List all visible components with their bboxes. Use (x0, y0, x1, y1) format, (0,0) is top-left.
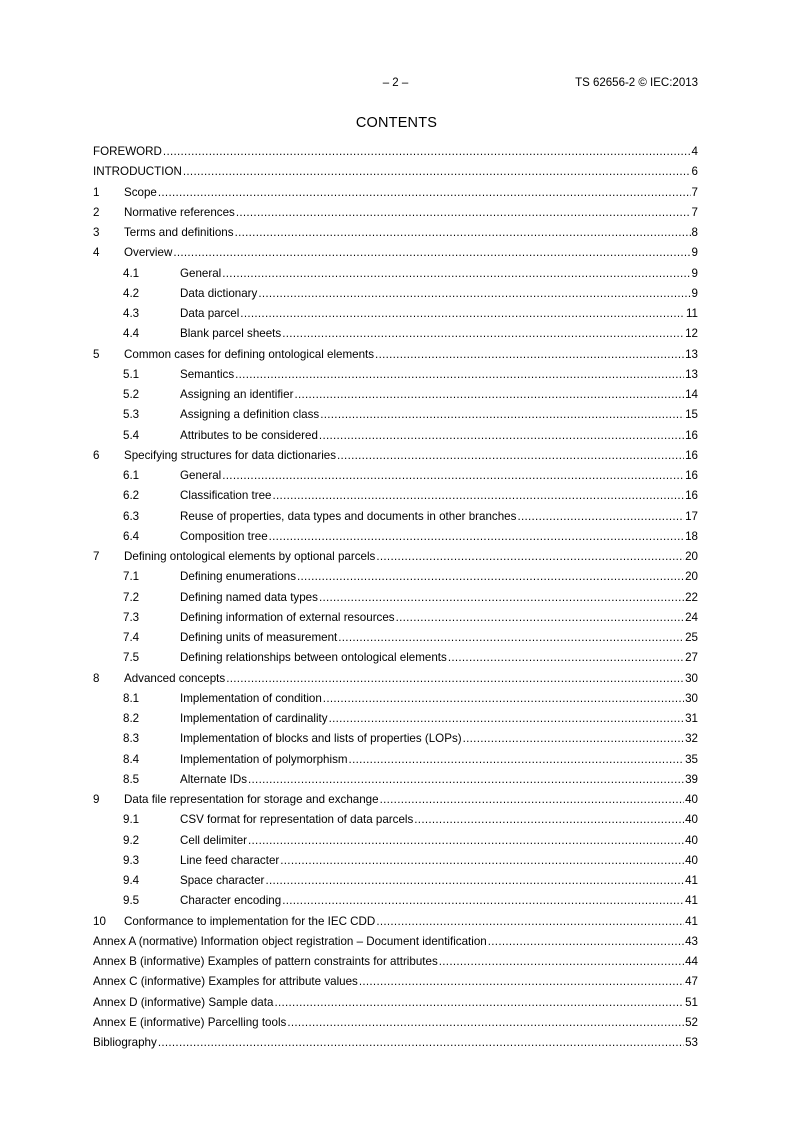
toc-section-number: 8.1 (123, 691, 140, 705)
toc-section-number: 6.2 (123, 489, 140, 503)
toc-section-title: Annex D (informative) Sample data (93, 995, 274, 1009)
toc-entry[interactable] (93, 287, 698, 307)
toc-section-title: Semantics (180, 367, 235, 381)
toc-entry[interactable] (93, 753, 698, 773)
toc-entry[interactable] (93, 1016, 698, 1036)
toc-page-number: 32 (685, 732, 698, 746)
toc-entry[interactable] (93, 449, 698, 469)
toc-page-number: 20 (685, 550, 698, 563)
toc-entry[interactable] (93, 651, 698, 671)
toc-entry[interactable] (93, 186, 698, 206)
toc-dot-leader (235, 368, 684, 381)
toc-entry[interactable] (93, 246, 698, 266)
toc-section-title: Scope (124, 185, 157, 199)
toc-section-number: 8.4 (123, 752, 140, 766)
toc-section-title: Terms and definitions (124, 226, 234, 239)
toc-section-title: Implementation of cardinality (180, 712, 328, 725)
toc-entry[interactable] (93, 530, 698, 550)
toc-dot-leader (349, 753, 685, 766)
toc-dot-leader (338, 631, 684, 644)
toc-dot-leader (173, 246, 690, 259)
toc-page-number: 16 (685, 489, 698, 503)
toc-dot-leader (320, 408, 684, 421)
toc-section-title: FOREWORD (93, 145, 162, 158)
toc-section-number: 2 (93, 205, 100, 219)
toc-section-title: Implementation of blocks and lists of properties (LOPs) (180, 732, 462, 746)
toc-section-number: 5.4 (123, 428, 140, 442)
toc-section-number: 7.3 (123, 610, 140, 624)
standard-reference: TS 62656-2 © IEC:2013 (575, 77, 698, 89)
toc-entry[interactable] (93, 874, 698, 894)
toc-section-title: Specifying structures for data dictionaries (124, 448, 337, 462)
toc-entry[interactable] (93, 793, 698, 813)
toc-entry[interactable] (93, 510, 698, 530)
toc-entry[interactable] (93, 591, 698, 611)
toc-entry[interactable] (93, 854, 698, 874)
toc-section-title: Alternate IDs (180, 772, 248, 786)
toc-section-number: 7.5 (123, 651, 140, 665)
toc-section-title: Assigning an identifier (180, 388, 294, 401)
toc-page-number: 9 (691, 266, 698, 280)
toc-dot-leader (158, 186, 691, 199)
toc-entry[interactable] (93, 550, 698, 570)
toc-entry[interactable] (93, 348, 698, 368)
toc-section-title: Cell delimiter (180, 833, 248, 847)
toc-dot-leader (287, 1016, 684, 1029)
toc-page-number: 40 (685, 793, 698, 806)
toc-page-number: 31 (685, 712, 698, 725)
toc-dot-leader (463, 732, 684, 745)
page-number: – 2 – (382, 77, 409, 89)
toc-section-number: 9.3 (123, 853, 140, 867)
toc-section-number: 6.3 (123, 509, 140, 523)
toc-dot-leader (248, 834, 684, 847)
toc-section-title: Defining information of external resources (180, 610, 395, 624)
toc-section-number: 5 (93, 347, 100, 361)
toc-entry[interactable] (93, 712, 698, 732)
toc-entry[interactable] (93, 773, 698, 793)
toc-entry[interactable] (93, 489, 698, 509)
toc-page-number: 40 (685, 853, 698, 867)
toc-entry[interactable] (93, 570, 698, 590)
toc-page-number: 17 (685, 509, 698, 523)
toc-section-title: Composition tree (180, 529, 268, 543)
toc-section-number: 4 (93, 246, 100, 260)
toc-entry[interactable] (93, 672, 698, 692)
toc-section-number: 9.4 (123, 874, 140, 887)
toc-section-title: General (180, 266, 222, 280)
toc-section-number: 1 (93, 185, 100, 199)
page-header (93, 77, 698, 93)
toc-dot-leader (375, 348, 684, 361)
toc-section-title: Defining relationships between ontological elements (180, 651, 447, 665)
toc-section-number: 7.1 (123, 570, 140, 584)
toc-dot-leader (273, 489, 685, 502)
toc-section-title: Common cases for defining ontological elements (124, 347, 375, 361)
toc-dot-leader (183, 165, 691, 178)
toc-dot-leader (337, 449, 684, 462)
toc-page-number: 51 (685, 995, 698, 1009)
toc-dot-leader (222, 267, 690, 280)
toc-page-number: 7 (691, 205, 698, 219)
toc-page-number: 15 (685, 408, 698, 422)
toc-section-title: Data file representation for storage and exchange (124, 793, 379, 806)
toc-page-number: 43 (685, 934, 698, 948)
contents-title: CONTENTS (355, 115, 438, 131)
toc-entry[interactable] (93, 408, 698, 428)
toc-section-title: Overview (124, 246, 173, 260)
toc-page-number: 13 (685, 367, 698, 381)
toc-page-number: 6 (691, 165, 698, 179)
toc-dot-leader (319, 429, 684, 442)
toc-entry[interactable] (93, 307, 698, 327)
toc-entry[interactable] (93, 732, 698, 752)
toc-section-title: Defining named data types (180, 590, 318, 604)
toc-page-number: 53 (685, 1036, 698, 1049)
toc-page-number: 44 (685, 955, 698, 968)
toc-page-number: 22 (685, 590, 698, 604)
toc-page-number: 4 (691, 145, 698, 158)
toc-section-number: 7.2 (123, 590, 140, 604)
toc-dot-leader (280, 854, 684, 867)
toc-section-title: General (180, 469, 222, 482)
toc-section-title: Defining ontological elements by optional parcels (124, 550, 376, 563)
toc-entry[interactable] (93, 388, 698, 408)
toc-section-number: 7 (93, 550, 100, 563)
toc-section-title: INTRODUCTION (93, 165, 182, 179)
toc-page-number: 14 (685, 388, 698, 401)
toc-dot-leader (222, 469, 684, 482)
toc-section-title: Advanced concepts (124, 671, 226, 685)
table-of-contents (93, 145, 698, 1056)
toc-page-number: 9 (691, 286, 698, 300)
toc-section-number: 9.5 (123, 894, 140, 908)
toc-section-number: 8.5 (123, 772, 140, 786)
toc-dot-leader (274, 996, 684, 1009)
toc-entry[interactable] (93, 165, 698, 185)
toc-section-number: 9.1 (123, 813, 140, 827)
toc-page-number: 41 (685, 874, 698, 887)
toc-dot-leader (163, 145, 691, 158)
toc-entry[interactable] (93, 894, 698, 914)
toc-page-number: 30 (685, 671, 698, 685)
toc-dot-leader (236, 206, 691, 219)
toc-section-number: 9.2 (123, 833, 140, 847)
toc-section-title: Implementation of polymorphism (180, 752, 348, 766)
toc-section-number: 7.4 (123, 631, 140, 644)
toc-section-title: Data parcel (180, 307, 240, 320)
toc-section-title: Data dictionary (180, 286, 258, 300)
toc-page-number: 18 (685, 529, 698, 543)
toc-dot-leader (376, 915, 684, 928)
toc-section-title: Conformance to implementation for the IEC CDD (124, 914, 376, 928)
toc-dot-leader (329, 712, 685, 725)
toc-section-title: Attributes to be considered (180, 428, 318, 442)
toc-section-number: 4.1 (123, 266, 140, 280)
toc-page-number: 7 (691, 185, 698, 199)
toc-section-number: 3 (93, 226, 100, 239)
toc-page-number: 16 (685, 448, 698, 462)
toc-dot-leader (414, 813, 684, 826)
toc-entry[interactable] (93, 692, 698, 712)
toc-entry[interactable] (93, 469, 698, 489)
toc-dot-leader (376, 550, 684, 563)
toc-page-number: 16 (685, 469, 698, 482)
toc-page-number: 41 (685, 914, 698, 928)
toc-dot-leader (265, 874, 684, 887)
toc-section-title: Space character (180, 874, 265, 887)
toc-dot-leader (240, 307, 685, 320)
toc-dot-leader (380, 793, 685, 806)
toc-section-number: 6.4 (123, 529, 140, 543)
toc-page-number: 40 (685, 813, 698, 827)
toc-section-title: Normative references (124, 205, 235, 219)
toc-section-title: Defining units of measurement (180, 631, 338, 644)
toc-page-number: 30 (685, 691, 698, 705)
toc-entry[interactable] (93, 935, 698, 955)
toc-dot-leader (323, 692, 684, 705)
toc-section-number: 8 (93, 671, 100, 685)
toc-section-number: 10 (93, 914, 106, 928)
toc-section-number: 4.4 (123, 327, 140, 341)
toc-section-number: 4.3 (123, 307, 140, 320)
toc-section-title: Character encoding (180, 894, 282, 908)
toc-entry[interactable] (93, 368, 698, 388)
toc-dot-leader (319, 591, 684, 604)
toc-entry[interactable] (93, 975, 698, 995)
toc-section-title: Line feed character (180, 853, 280, 867)
toc-page-number: 12 (685, 327, 698, 341)
toc-dot-leader (269, 530, 684, 543)
toc-page-number: 8 (691, 226, 698, 239)
toc-entry[interactable] (93, 834, 698, 854)
toc-page-number: 27 (685, 651, 698, 665)
toc-entry[interactable] (93, 955, 698, 975)
toc-dot-leader (439, 955, 684, 968)
toc-page-number: 20 (685, 570, 698, 584)
toc-dot-leader (282, 894, 684, 907)
toc-section-number: 5.3 (123, 408, 140, 422)
toc-section-number: 4.2 (123, 286, 140, 300)
toc-entry[interactable] (93, 327, 698, 347)
toc-section-title: Annex E (informative) Parcelling tools (93, 1015, 287, 1029)
toc-page-number: 16 (685, 428, 698, 442)
toc-page-number: 11 (685, 307, 698, 320)
toc-dot-leader (226, 672, 684, 685)
toc-page-number: 35 (685, 752, 698, 766)
toc-section-number: 8.3 (123, 732, 140, 746)
toc-section-title: Blank parcel sheets (180, 327, 282, 341)
toc-page-number: 24 (685, 610, 698, 624)
toc-section-title: Defining enumerations (180, 570, 297, 584)
toc-section-number: 9 (93, 793, 100, 806)
toc-page-number: 52 (685, 1015, 698, 1029)
toc-page-number: 40 (685, 833, 698, 847)
toc-dot-leader (294, 388, 684, 401)
toc-section-number: 5.2 (123, 388, 140, 401)
toc-dot-leader (282, 327, 684, 340)
toc-dot-leader (158, 1036, 684, 1049)
toc-entry[interactable] (93, 611, 698, 631)
toc-entry[interactable] (93, 145, 698, 165)
toc-page-number: 47 (685, 975, 698, 989)
toc-page-number: 41 (685, 894, 698, 908)
toc-page-number: 39 (685, 772, 698, 786)
toc-section-number: 5.1 (123, 367, 140, 381)
toc-section-number: 6 (93, 448, 100, 462)
toc-section-title: Reuse of properties, data types and documents in other branches (180, 509, 517, 523)
toc-entry[interactable] (93, 267, 698, 287)
toc-dot-leader (258, 287, 690, 300)
toc-dot-leader (488, 935, 684, 948)
toc-section-title: Annex C (informative) Examples for attribute values (93, 975, 358, 989)
toc-section-title: Assigning a definition class (180, 408, 320, 422)
toc-section-title: Annex B (informative) Examples of pattern constraints for attributes (93, 955, 438, 968)
toc-entry[interactable] (93, 631, 698, 651)
toc-dot-leader (248, 773, 684, 786)
toc-section-title: CSV format for representation of data parcels (180, 813, 414, 827)
toc-section-title: Bibliography (93, 1036, 157, 1049)
toc-section-title: Annex A (normative) Information object registration – Document identification (93, 934, 487, 948)
toc-page-number: 9 (691, 246, 698, 260)
toc-dot-leader (297, 570, 684, 583)
toc-entry[interactable] (93, 915, 698, 935)
toc-section-number: 6.1 (123, 469, 140, 482)
toc-entry[interactable] (93, 996, 698, 1016)
toc-entry[interactable] (93, 813, 698, 833)
toc-dot-leader (359, 975, 684, 988)
toc-entry[interactable] (93, 206, 698, 226)
toc-dot-leader (517, 510, 684, 523)
toc-section-title: Implementation of condition (180, 691, 322, 705)
toc-page-number: 13 (685, 347, 698, 361)
toc-page-number: 25 (685, 631, 698, 644)
toc-section-number: 8.2 (123, 712, 140, 725)
toc-dot-leader (235, 226, 691, 239)
toc-dot-leader (448, 651, 684, 664)
toc-entry[interactable] (93, 429, 698, 449)
toc-entry[interactable] (93, 1036, 698, 1056)
toc-entry[interactable] (93, 226, 698, 246)
toc-section-title: Classification tree (180, 489, 272, 503)
toc-dot-leader (396, 611, 685, 624)
